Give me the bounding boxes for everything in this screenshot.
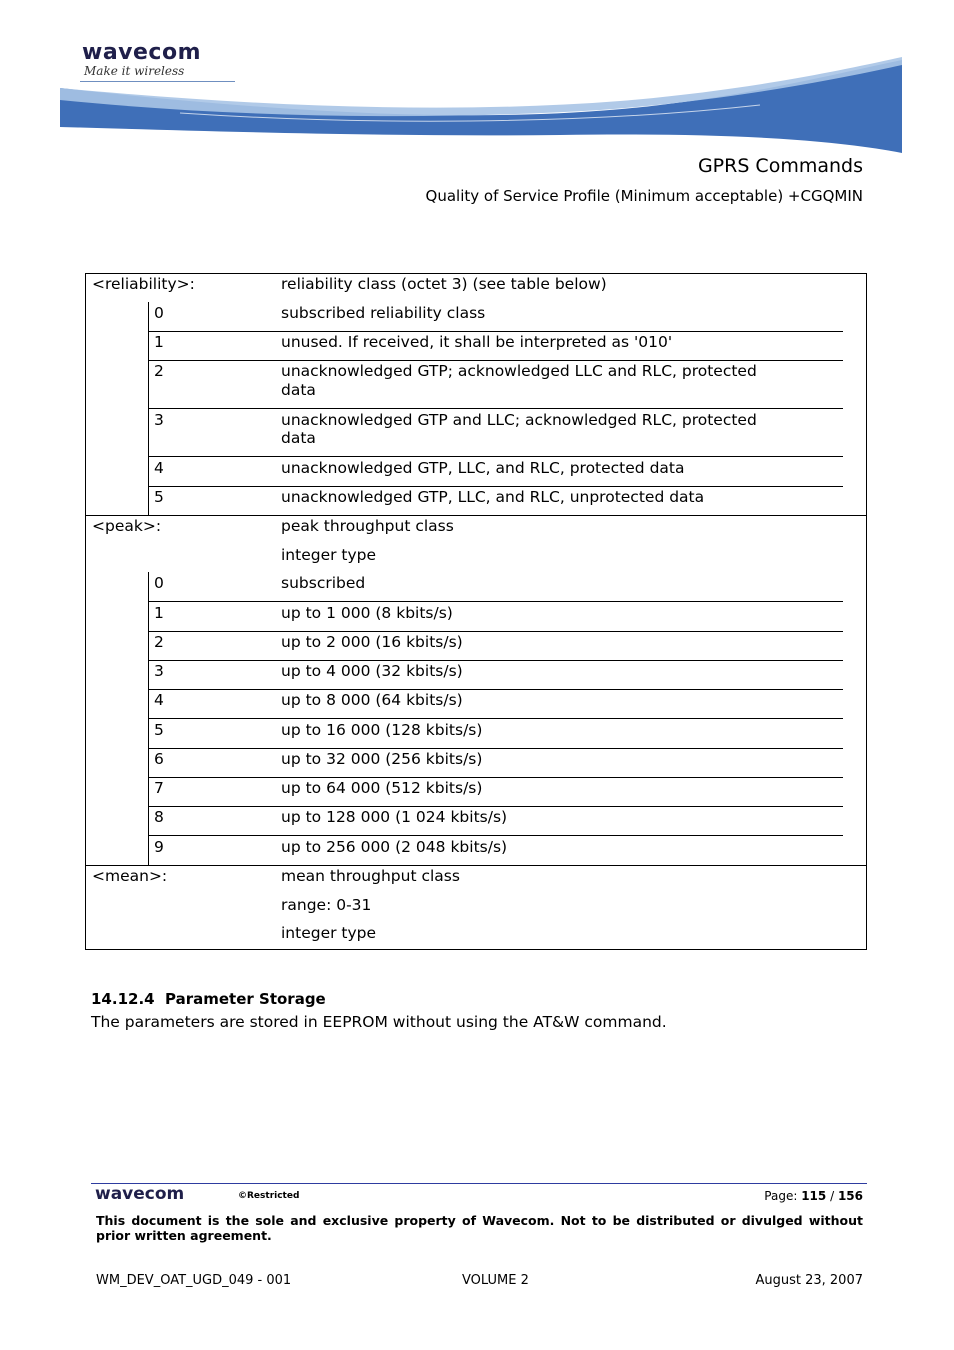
row-separator: [148, 718, 843, 719]
peak-code: 0: [154, 574, 164, 592]
peak-code: 7: [154, 779, 164, 797]
wavecom-logo: wavecom: [82, 40, 202, 65]
peak-type: integer type: [281, 546, 377, 564]
peak-text: up to 1 000 (8 kbits/s): [281, 604, 453, 622]
row-separator: [148, 777, 843, 778]
page-total: 156: [837, 1189, 863, 1203]
footer-wavecom-logo: wavecom: [95, 1184, 185, 1204]
peak-description: peak throughput class: [281, 517, 454, 535]
logo-tagline: Make it wireless: [84, 64, 185, 78]
reliability-text: subscribed reliability class: [281, 304, 486, 322]
section-body: The parameters are stored in EEPROM without using the AT&W command.: [91, 1013, 667, 1031]
peak-code: 3: [154, 662, 164, 680]
mean-description: mean throughput class: [281, 867, 460, 885]
reliability-description: reliability class (octet 3) (see table below): [281, 275, 607, 293]
peak-code: 5: [154, 721, 164, 739]
peak-code: 6: [154, 750, 164, 768]
volume-label: VOLUME 2: [462, 1273, 529, 1288]
row-separator: [148, 835, 843, 836]
row-separator: [148, 748, 843, 749]
header-wave-graphic: [60, 55, 902, 160]
peak-text: up to 64 000 (512 kbits/s): [281, 779, 483, 797]
restricted-label: ©Restricted: [238, 1191, 300, 1201]
row-separator: [148, 408, 843, 409]
reliability-code-divider: [148, 302, 149, 516]
row-separator: [148, 689, 843, 690]
section-heading: 14.12.4 Parameter Storage: [91, 990, 326, 1008]
logo-underline: [80, 81, 235, 82]
row-separator: [148, 631, 843, 632]
reliability-text: unused. If received, it shall be interpreted as '010': [281, 333, 673, 351]
mean-range: range: 0-31: [281, 896, 372, 914]
peak-label: <peak>:: [92, 517, 162, 535]
reliability-code: 0: [154, 304, 164, 322]
peak-text: up to 32 000 (256 kbits/s): [281, 750, 483, 768]
row-separator: [148, 331, 843, 332]
reliability-code: 5: [154, 488, 164, 506]
peak-code: 1: [154, 604, 164, 622]
page-label: Page:: [764, 1189, 802, 1203]
mean-label: <mean>:: [92, 867, 168, 885]
peak-code: 8: [154, 808, 164, 826]
document-date: August 23, 2007: [755, 1273, 863, 1288]
chapter-title: GPRS Commands: [697, 155, 863, 177]
reliability-text: unacknowledged GTP and LLC; acknowledged RLC, protected: [281, 411, 757, 429]
reliability-text: unacknowledged GTP; acknowledged LLC and RLC, protected: [281, 362, 757, 380]
peak-text: subscribed: [281, 574, 366, 592]
reliability-text: unacknowledged GTP, LLC, and RLC, unprotected data: [281, 488, 705, 506]
peak-code: 4: [154, 691, 164, 709]
peak-code: 9: [154, 838, 164, 856]
page-separator: /: [826, 1189, 838, 1203]
footer-rule: [91, 1183, 867, 1184]
row-separator: [148, 806, 843, 807]
page-number: [764, 1189, 863, 1203]
group-separator: [86, 515, 866, 516]
peak-text: up to 16 000 (128 kbits/s): [281, 721, 483, 739]
section-title: Quality of Service Profile (Minimum acceptable) +CGQMIN: [425, 187, 863, 205]
reliability-code: 1: [154, 333, 164, 351]
mean-type: integer type: [281, 924, 377, 942]
row-separator: [148, 486, 843, 487]
reliability-text-continued: data: [281, 429, 316, 447]
reliability-label: <reliability>:: [92, 275, 195, 293]
peak-text: up to 2 000 (16 kbits/s): [281, 633, 463, 651]
row-separator: [148, 660, 843, 661]
row-separator: [148, 456, 843, 457]
confidentiality-notice: This document is the sole and exclusive property of Wavecom. Not to be distributed or divulged without prior written agreement.: [96, 1213, 863, 1243]
peak-code: 2: [154, 633, 164, 651]
peak-text: up to 8 000 (64 kbits/s): [281, 691, 463, 709]
peak-text: up to 256 000 (2 048 kbits/s): [281, 838, 508, 856]
peak-text: up to 4 000 (32 kbits/s): [281, 662, 463, 680]
reliability-text-continued: data: [281, 381, 316, 399]
row-separator: [148, 601, 843, 602]
row-separator: [148, 360, 843, 361]
peak-text: up to 128 000 (1 024 kbits/s): [281, 808, 508, 826]
reliability-code: 2: [154, 362, 164, 380]
parameter-table: [85, 273, 867, 950]
reliability-code: 3: [154, 411, 164, 429]
group-separator: [86, 865, 866, 866]
document-id: WM_DEV_OAT_UGD_049 - 001: [96, 1273, 292, 1288]
reliability-code: 4: [154, 459, 164, 477]
reliability-text: unacknowledged GTP, LLC, and RLC, protected data: [281, 459, 685, 477]
page-current: 115: [801, 1189, 827, 1203]
